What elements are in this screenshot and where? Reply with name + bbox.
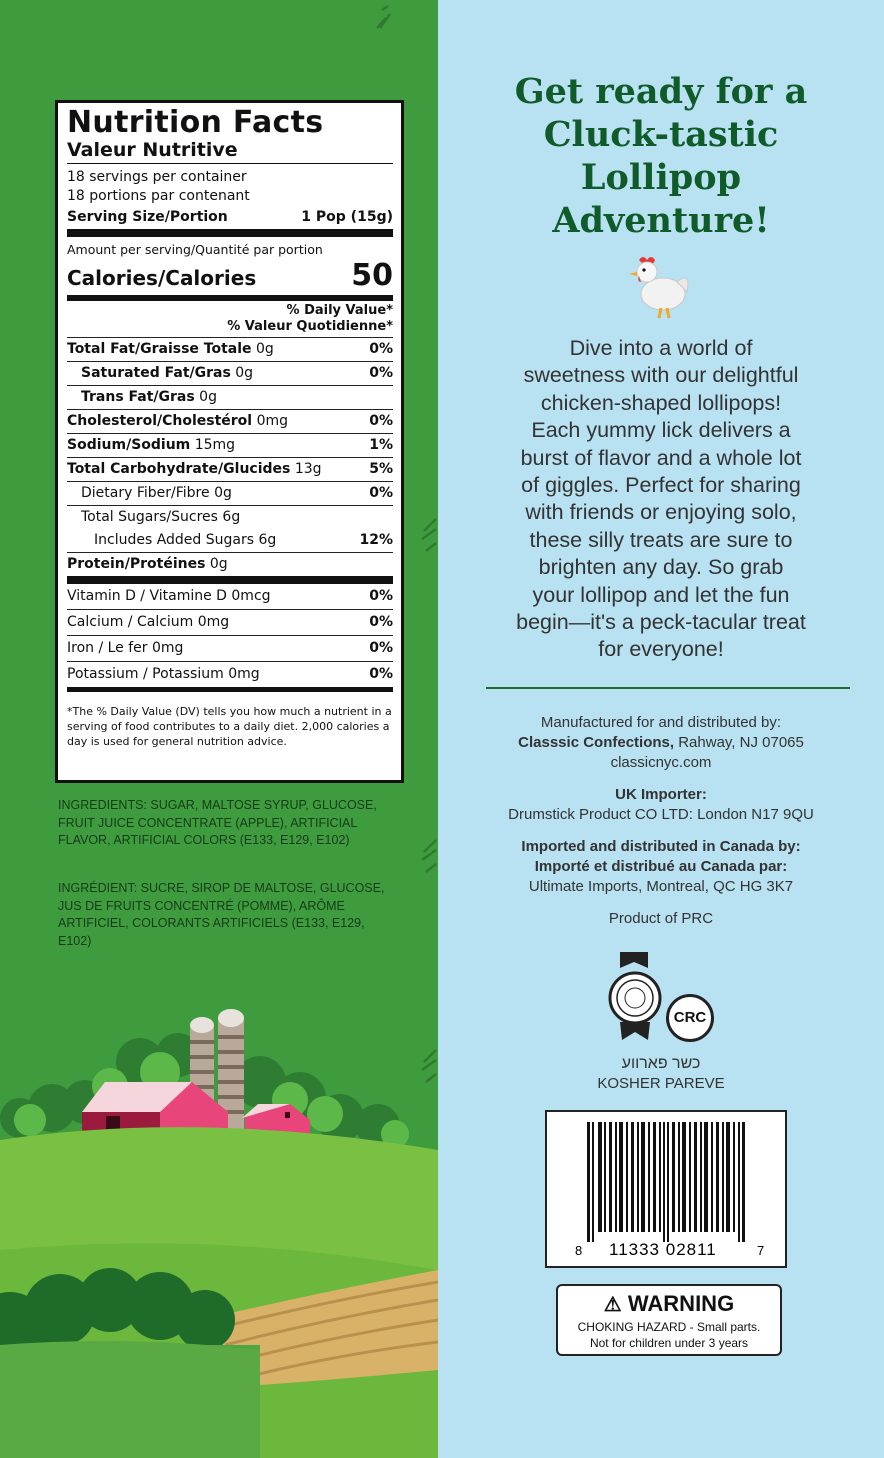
nutrient-row: Sodium/Sodium 15mg 1%	[67, 434, 393, 458]
nutrition-footnote: *The % Daily Value (DV) tells you how much a nutrient in a serving of food contributes to a daily diet. 2,000 calories a day is used for general nutrition advice.	[67, 705, 392, 748]
nutrition-title: Nutrition Facts	[67, 105, 324, 140]
vitamin-row: Iron / Le fer 0mg 0%	[67, 636, 393, 662]
manufacturer-website: classicnyc.com	[610, 754, 712, 771]
left-panel	[0, 0, 438, 1458]
product-description: Dive into a world of sweetness with our delightful chicken-shaped lollipops! Each yummy lick delivers a burst of flavor and a whole lot of giggles. Perfect for sharing with friends or enjoying solo, these silly treats are sure to brighten any day. So grab your lollipop and let the fun begin—it's a peck-tacular treat for everyone!	[516, 336, 806, 662]
canada-heading-fr: Importé et distribué au Canada par:	[534, 858, 788, 875]
nutrient-row: Includes Added Sugars 6g 12%	[67, 529, 393, 553]
servings-fr: 18 portions par contenant	[67, 188, 250, 204]
nutrient-row: Total Carbohydrate/Glucides 13g 5%	[67, 458, 393, 482]
nutrient-row: Cholesterol/Cholestérol 0mg 0%	[67, 410, 393, 434]
nutrition-facts-panel	[55, 100, 404, 783]
crc-logo: CRC	[666, 994, 714, 1042]
warning-title: ⚠ WARNING	[603, 1291, 735, 1316]
calories-value: 50	[351, 258, 393, 293]
canada-heading-en: Imported and distributed in Canada by:	[521, 838, 801, 855]
barcode-digit-last: 7	[757, 1243, 765, 1258]
ingredients-fr: INGRÉDIENT: SUCRE, SIROP DE MALTOSE, GLUCOSE, JUS DE FRUITS CONCENTRÉ (POMME), ARÔME ARTIFICIEL, COLORANTS ARTIFICIELS (E133, E129, E102)	[58, 881, 385, 948]
barcode-digits: 11333 02811	[609, 1240, 717, 1259]
headline	[438, 70, 884, 242]
calories-label: Calories/Calories	[67, 266, 257, 290]
grass-decoration	[418, 836, 438, 876]
right-panel	[438, 0, 884, 1458]
nutrition-subtitle: Valeur Nutritive	[67, 139, 393, 164]
dv-en: % Daily Value*	[286, 303, 393, 318]
barcode-bars	[587, 1122, 747, 1242]
nutrient-row: Trans Fat/Gras 0g	[67, 386, 393, 410]
barcode	[545, 1110, 787, 1268]
warning-line: Not for children under 3 years	[589, 1336, 749, 1350]
calories-row	[67, 259, 393, 301]
amount-per-serving: Amount per serving/Quantité par portion	[67, 242, 323, 257]
nutrient-row: Saturated Fat/Gras 0g 0%	[67, 362, 393, 386]
canada-importer	[438, 837, 884, 897]
chicken-icon	[625, 252, 697, 324]
nutrient-row: Total Fat/Graisse Totale 0g 0%	[67, 338, 393, 362]
kosher-hebrew: כשר פארווע	[621, 1055, 701, 1072]
canada-address: Ultimate Imports, Montreal, QC HG 3K7	[528, 878, 794, 895]
uk-heading: UK Importer:	[615, 786, 707, 803]
serving-size-label: Serving Size/Portion	[67, 209, 228, 225]
product-origin: Product of PRC	[608, 910, 714, 927]
serving-size-value: 1 Pop (15g)	[301, 209, 393, 225]
warning-label	[556, 1284, 782, 1356]
headline-line: Get ready for a	[514, 71, 808, 112]
serving-size-row	[67, 206, 393, 237]
grass-decoration	[418, 515, 438, 555]
headline-line: Adventure!	[552, 200, 770, 241]
vitamin-row: Calcium / Calcium 0mg 0%	[67, 610, 393, 636]
vitamin-row: Potassium / Potassium 0mg 0%	[67, 662, 393, 692]
daily-value-header	[67, 301, 393, 338]
ingredients-en: INGREDIENTS: SUGAR, MALTOSE SYRUP, GLUCOSE, FRUIT JUICE CONCENTRATE (APPLE), ARTIFICIAL FLAVOR, ARTIFICIAL COLORS (E133, E129, E102)	[58, 798, 377, 847]
vitamin-row: Vitamin D / Vitamine D 0mcg 0%	[67, 584, 393, 610]
grass-decoration	[372, 4, 396, 30]
uk-importer	[438, 785, 884, 825]
dv-fr: % Valeur Quotidienne*	[227, 319, 393, 334]
servings-en: 18 servings per container	[67, 169, 247, 185]
manufacturer-info	[438, 713, 884, 773]
nutrient-row: Dietary Fiber/Fibre 0g 0%	[67, 482, 393, 506]
farm-illustration	[0, 1000, 438, 1458]
warning-line: CHOKING HAZARD - Small parts.	[577, 1320, 761, 1334]
divider	[486, 687, 850, 689]
warning-triangle-icon: ⚠	[603, 1294, 622, 1316]
nutrient-row: Protein/Protéines 0g	[67, 553, 393, 584]
nutrient-row: Total Sugars/Sucres 6g	[81, 509, 241, 525]
barcode-digit-first: 8	[575, 1243, 583, 1258]
uk-address: Drumstick Product CO LTD: London N17 9QU	[508, 806, 814, 823]
manufacturer-address: Classsic Confections, Rahway, NJ 07065	[518, 734, 804, 751]
manufacturer-line: Manufactured for and distributed by:	[540, 714, 782, 731]
kosher-seal-icon	[608, 950, 668, 1042]
kosher-label: KOSHER PAREVE	[597, 1075, 725, 1092]
headline-line: Lollipop	[580, 157, 742, 198]
headline-line: Cluck-tastic	[543, 114, 779, 155]
